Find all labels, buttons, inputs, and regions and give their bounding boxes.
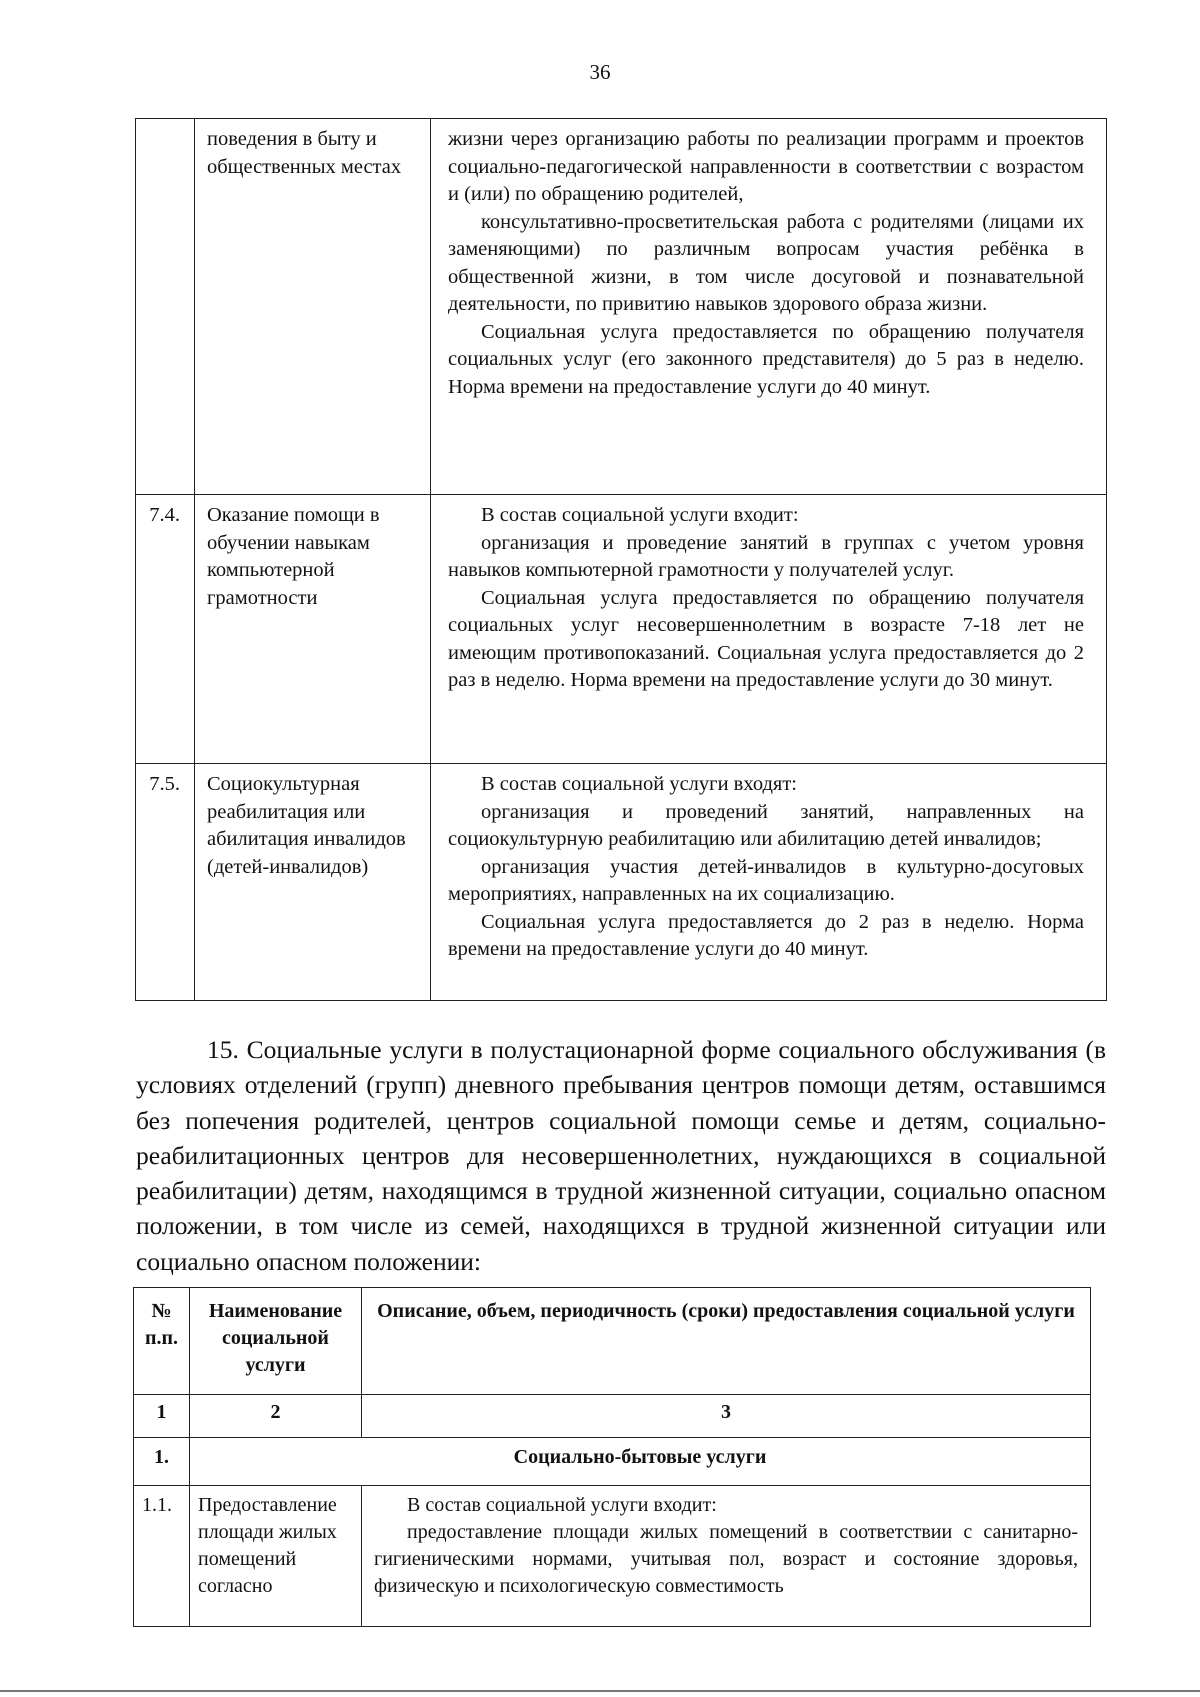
services-table-section-15 <box>133 1287 1091 1627</box>
description-paragraph: организация и проведений занятий, направленных на социокультурную реабилитацию или абилитацию детей инвалидов; <box>448 800 1084 850</box>
column-index-2: 2 <box>190 1395 362 1438</box>
section-number: 1. <box>134 1438 190 1486</box>
description-paragraph: организация участия детей-инвалидов в культурно-досуговых мероприятиях, направленных на их социализацию. <box>448 855 1084 905</box>
table-row <box>136 495 1107 764</box>
service-description-cell <box>431 119 1107 495</box>
description-paragraph: В состав социальной услуги входит: <box>407 1494 717 1516</box>
service-name-cell: Социокультурная реабилитация или абилитация инвалидов (детей-инвалидов) <box>195 764 431 1001</box>
description-paragraph: В состав социальной услуги входят: <box>481 773 797 795</box>
page-number: 36 <box>589 60 611 84</box>
service-name-cell: Оказание помощи в обучении навыкам компьютерной грамотности <box>195 495 431 764</box>
description-paragraph: предоставление площади жилых помещений в соответствии с санитарно-гигиеническими нормами, учитывая пол, возраст и состояние здоровья, физическую и психологическую совместимость <box>374 1521 1078 1597</box>
service-description-cell <box>431 495 1107 764</box>
description-paragraph: В состав социальной услуги входит: <box>481 504 799 526</box>
row-number-cell: 7.4. <box>136 495 195 764</box>
table-row <box>136 119 1107 495</box>
section-15-paragraph <box>136 1032 1106 1279</box>
header-number: № п.п. <box>134 1288 190 1395</box>
description-paragraph: организация и проведение занятий в группах с учетом уровня навыков компьютерной грамотности у получателей услуг. <box>448 531 1084 581</box>
header-service-name: Наименование социальной услуги <box>190 1288 362 1395</box>
row-number-cell <box>136 119 195 495</box>
page-bottom-edge <box>0 1690 1200 1692</box>
header-description: Описание, объем, периодичность (сроки) предоставления социальной услуги <box>362 1288 1091 1395</box>
service-description-cell <box>362 1486 1091 1627</box>
description-paragraph: Социальная услуга предоставляется по обращению получателя социальных услуг (его законного представителя) до 5 раз в неделю. Норма времени на предоставление услуги до 40 минут. <box>448 320 1084 398</box>
description-paragraph: консультативно-просветительская работа с родителями (лицами их заменяющими) по различным вопросам участия ребёнка в общественной жизни, в том числе досуговой и познавательной деятельности, по привитию навыков здорового образа жизни. <box>448 210 1084 315</box>
service-name-cell: Предоставление площади жилых помещений согласно <box>190 1486 362 1627</box>
column-index-1: 1 <box>134 1395 190 1438</box>
service-description-cell <box>431 764 1107 1001</box>
column-index-3: 3 <box>362 1395 1091 1438</box>
description-paragraph: Социальная услуга предоставляется до 2 раз в неделю. Норма времени на предоставление услуги до 40 минут. <box>448 910 1084 960</box>
section-15-text: 15. Социальные услуги в полустационарной форме социального обслуживания (в условиях отделений (групп) дневного пребывания центров помощи детям, оставшимся без попечения родителей, центров социальной помощи семье и детям, социально-реабилитационных центров для несовершеннолетних, нуждающихся в социальной реабилитации) детям, находящимся в трудной жизненной ситуации, социально опасном положении, в том числе из семей, находящихся в трудной жизненной ситуации или социально опасном положении: <box>136 1035 1106 1276</box>
row-number-cell: 7.5. <box>136 764 195 1001</box>
services-table-continued <box>135 118 1107 1001</box>
column-index-row <box>134 1395 1091 1438</box>
row-number-cell: 1.1. <box>134 1486 190 1627</box>
table-header-row <box>134 1288 1091 1395</box>
section-title: Социально-бытовые услуги <box>190 1438 1091 1486</box>
description-paragraph: жизни через организацию работы по реализации программ и проектов социально-педагогической направленности в соответствии с возрастом и (или) по обращению родителей, <box>448 128 1084 205</box>
table-row <box>136 764 1107 1001</box>
description-paragraph: Социальная услуга предоставляется по обращению получателя социальных услуг несовершеннолетним в возрасте 7-18 лет не имеющим противопоказаний. Социальная услуга предоставляется до 2 раз в неделю. Норма времени на предоставление услуги до 30 минут. <box>448 586 1084 691</box>
service-name-cell: поведения в быту и общественных местах <box>195 119 431 495</box>
section-row <box>134 1438 1091 1486</box>
table-row <box>134 1486 1091 1627</box>
